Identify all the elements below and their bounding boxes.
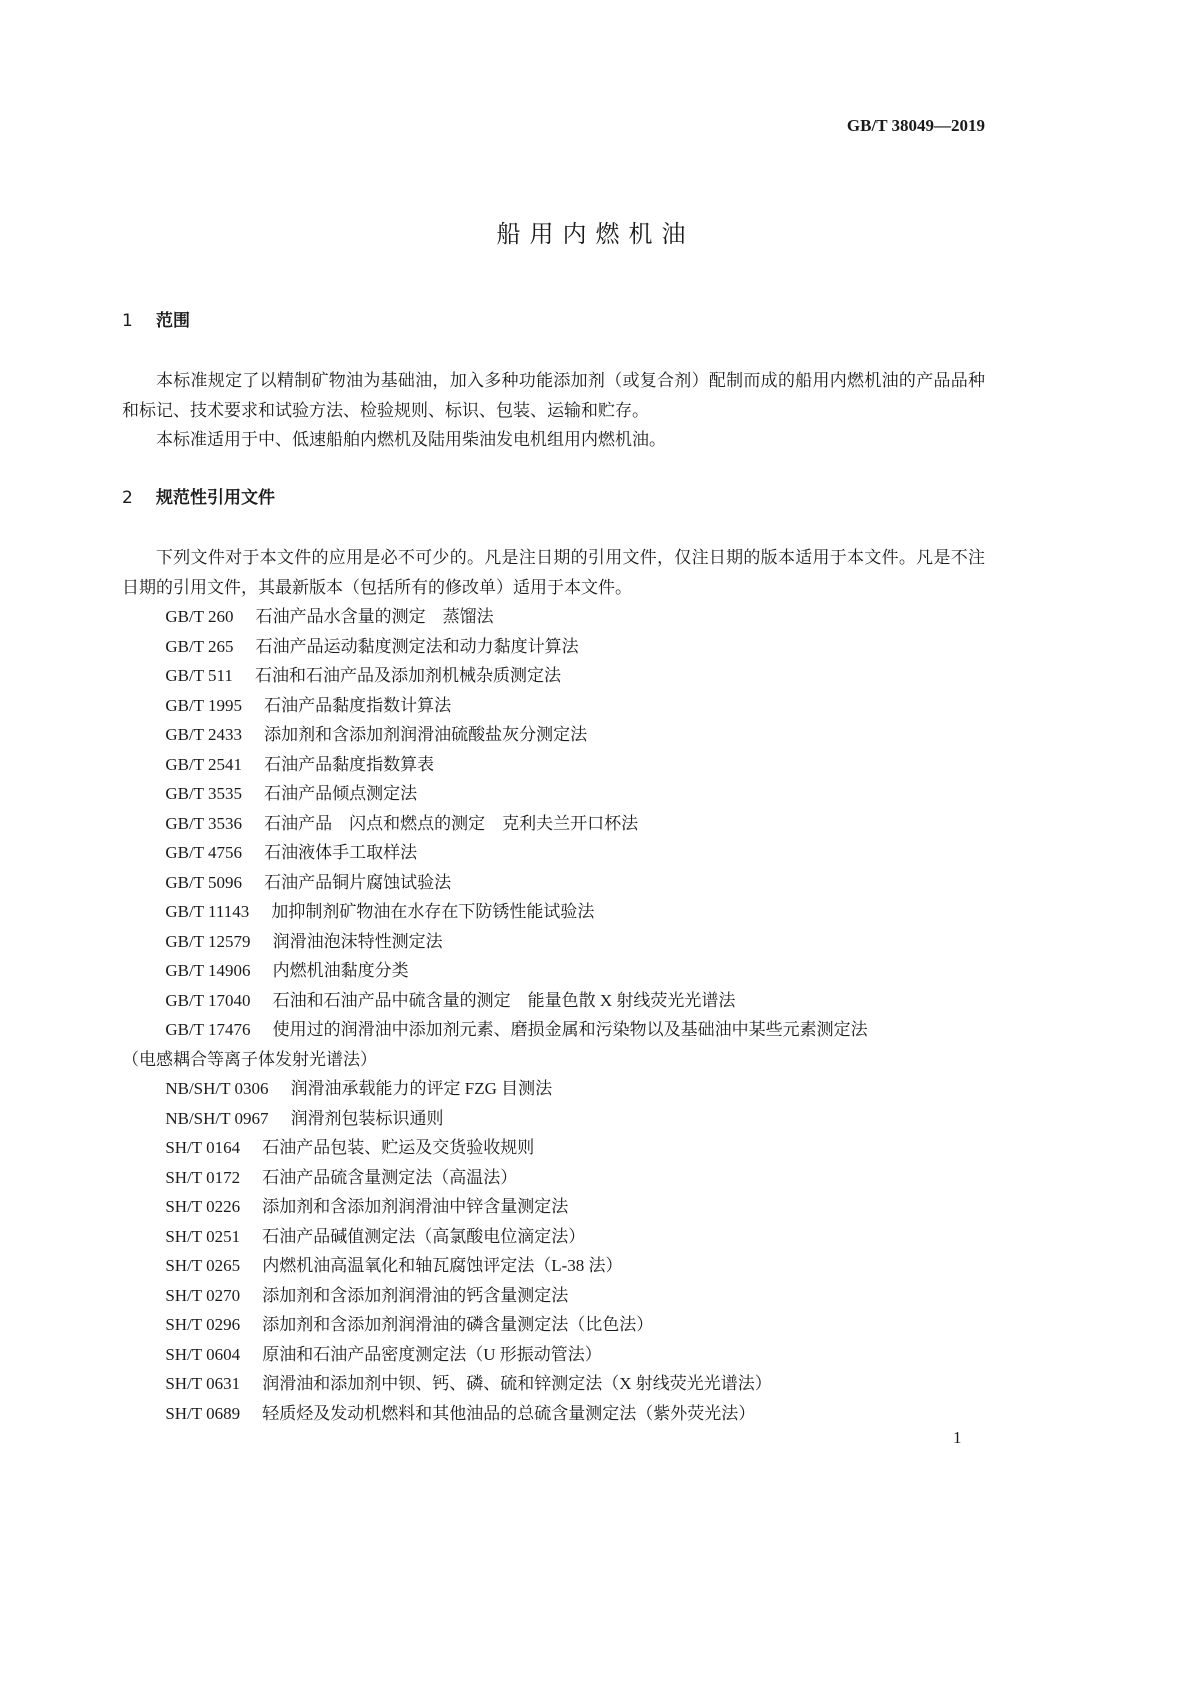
reference-list xyxy=(122,602,985,1428)
standard-number: GB/T 38049—2019 xyxy=(846,116,985,135)
reference-code: GB/T 3535 xyxy=(165,784,243,803)
reference-code: GB/T 17040 xyxy=(165,990,251,1010)
reference-code: SH/T 0226 xyxy=(165,1197,241,1216)
reference-code: SH/T 0296 xyxy=(165,1315,241,1334)
reference-item xyxy=(122,632,985,662)
reference-code: GB/T 3536 xyxy=(165,813,243,833)
reference-item xyxy=(122,809,985,839)
reference-code: GB/T 14906 xyxy=(165,961,251,980)
reference-item xyxy=(122,661,985,691)
reference-item xyxy=(122,986,985,1016)
reference-item xyxy=(122,1340,985,1370)
reference-title: 原油和石油产品密度测定法（U 形振动管法） xyxy=(262,1344,602,1364)
reference-code: GB/T 17476 xyxy=(165,1020,251,1039)
reference-title: 石油和石油产品及添加剂机械杂质测定法 xyxy=(254,666,561,685)
document-body xyxy=(122,307,985,1428)
reference-item xyxy=(122,1104,985,1134)
reference-code: GB/T 511 xyxy=(165,666,233,685)
reference-item xyxy=(122,1369,985,1399)
reference-title: 石油产品水含量的测定 蒸馏法 xyxy=(255,607,494,626)
reference-title: 石油产品硫含量测定法（高温法） xyxy=(262,1167,518,1187)
reference-code: GB/T 1995 xyxy=(165,695,243,715)
reference-item xyxy=(122,720,985,750)
reference-title: 内燃机油高温氧化和轴瓦腐蚀评定法（L-38 法） xyxy=(262,1256,623,1275)
reference-code: GB/T 11143 xyxy=(165,902,250,921)
page-number: 1 xyxy=(953,1428,962,1447)
reference-item xyxy=(122,1251,985,1281)
reference-title: 石油产品倾点测定法 xyxy=(264,784,418,803)
reference-title: 添加剂和含添加剂润滑油的钙含量测定法 xyxy=(262,1285,569,1305)
reference-item xyxy=(122,868,985,898)
reference-title: 加抑制剂矿物油在水存在下防锈性能试验法 xyxy=(271,902,595,921)
reference-item xyxy=(122,602,985,632)
reference-title: 石油产品 闪点和燃点的测定 克利夫兰开口杯法 xyxy=(264,813,639,833)
reference-code: GB/T 2541 xyxy=(165,754,243,774)
reference-title: 润滑剂包装标识通则 xyxy=(290,1108,444,1128)
reference-item xyxy=(122,691,985,721)
reference-code: SH/T 0172 xyxy=(165,1167,241,1187)
paragraph: 下列文件对于本文件的应用是必不可少的。凡是注日期的引用文件，仅注日期的版本适用于本文件。凡是不注日期的引用文件，其最新版本（包括所有的修改单）适用于本文件。 xyxy=(122,548,985,597)
reference-title: 添加剂和含添加剂润滑油的磷含量测定法（比色法） xyxy=(262,1315,654,1334)
reference-title: 内燃机油黏度分类 xyxy=(272,961,409,980)
reference-title: 添加剂和含添加剂润滑油硫酸盐灰分测定法 xyxy=(264,725,588,744)
reference-item xyxy=(122,838,985,868)
reference-title: 润滑油泡沫特性测定法 xyxy=(272,931,443,951)
reference-title: 石油产品黏度指数算表 xyxy=(264,754,435,774)
reference-code: GB/T 12579 xyxy=(165,931,251,951)
reference-code: SH/T 0251 xyxy=(165,1226,241,1246)
reference-item xyxy=(122,1310,985,1340)
reference-item xyxy=(122,1222,985,1252)
reference-title: 石油产品碱值测定法（高氯酸电位滴定法） xyxy=(262,1226,586,1246)
reference-title: 润滑油承载能力的评定 FZG 目测法 xyxy=(290,1079,553,1098)
reference-continuation: （电感耦合等离子体发射光谱法） xyxy=(122,1049,377,1069)
reference-item xyxy=(122,1281,985,1311)
reference-title: 添加剂和含添加剂润滑油中锌含量测定法 xyxy=(262,1197,569,1216)
reference-code: GB/T 260 xyxy=(165,607,234,626)
reference-code: SH/T 0164 xyxy=(165,1138,241,1157)
reference-item xyxy=(122,750,985,780)
reference-item xyxy=(122,1015,985,1045)
reference-title: 石油液体手工取样法 xyxy=(264,843,418,862)
reference-title: 石油和石油产品中硫含量的测定 能量色散 X 射线荧光光谱法 xyxy=(272,990,736,1010)
reference-code: SH/T 0604 xyxy=(165,1344,241,1364)
reference-title: 石油产品黏度指数计算法 xyxy=(264,695,452,715)
section-heading-scope: 1 范围 xyxy=(122,311,190,331)
reference-item xyxy=(122,1192,985,1222)
reference-item xyxy=(122,956,985,986)
reference-code: SH/T 0631 xyxy=(165,1374,241,1393)
reference-item xyxy=(122,1074,985,1104)
reference-code: SH/T 0265 xyxy=(165,1256,241,1275)
reference-item xyxy=(122,1163,985,1193)
reference-item xyxy=(122,1399,985,1429)
paragraph: 本标准适用于中、低速船舶内燃机及陆用柴油发电机组用内燃机油。 xyxy=(156,430,666,449)
reference-code: NB/SH/T 0967 xyxy=(165,1108,269,1128)
reference-item xyxy=(122,779,985,809)
document-title: 船用内燃机油 xyxy=(496,220,695,248)
reference-code: GB/T 2433 xyxy=(165,725,243,744)
reference-title: 润滑油和添加剂中钡、钙、磷、硫和锌测定法（X 射线荧光光谱法） xyxy=(262,1374,772,1393)
reference-code: SH/T 0689 xyxy=(165,1403,241,1423)
reference-title: 石油产品铜片腐蚀试验法 xyxy=(264,872,452,892)
reference-title: 石油产品运动黏度测定法和动力黏度计算法 xyxy=(255,636,579,656)
reference-code: GB/T 5096 xyxy=(165,872,243,892)
reference-title: 轻质烃及发动机燃料和其他油品的总硫含量测定法（紫外荧光法） xyxy=(262,1403,756,1423)
section-heading-normative-references: 2 规范性引用文件 xyxy=(122,488,275,508)
reference-item xyxy=(122,1133,985,1163)
reference-title: 石油产品包装、贮运及交货验收规则 xyxy=(262,1138,535,1157)
reference-code: NB/SH/T 0306 xyxy=(165,1079,269,1098)
reference-code: SH/T 0270 xyxy=(165,1285,241,1305)
reference-item xyxy=(122,897,985,927)
reference-title: 使用过的润滑油中添加剂元素、磨损金属和污染物以及基础油中某些元素测定法 xyxy=(272,1020,868,1039)
reference-item xyxy=(122,927,985,957)
reference-code: GB/T 265 xyxy=(165,636,234,656)
reference-code: GB/T 4756 xyxy=(165,843,243,862)
paragraph: 本标准规定了以精制矿物油为基础油，加入多种功能添加剂（或复合剂）配制而成的船用内燃机油的产品品种和标记、技术要求和试验方法、检验规则、标识、包装、运输和贮存。 xyxy=(122,371,985,420)
